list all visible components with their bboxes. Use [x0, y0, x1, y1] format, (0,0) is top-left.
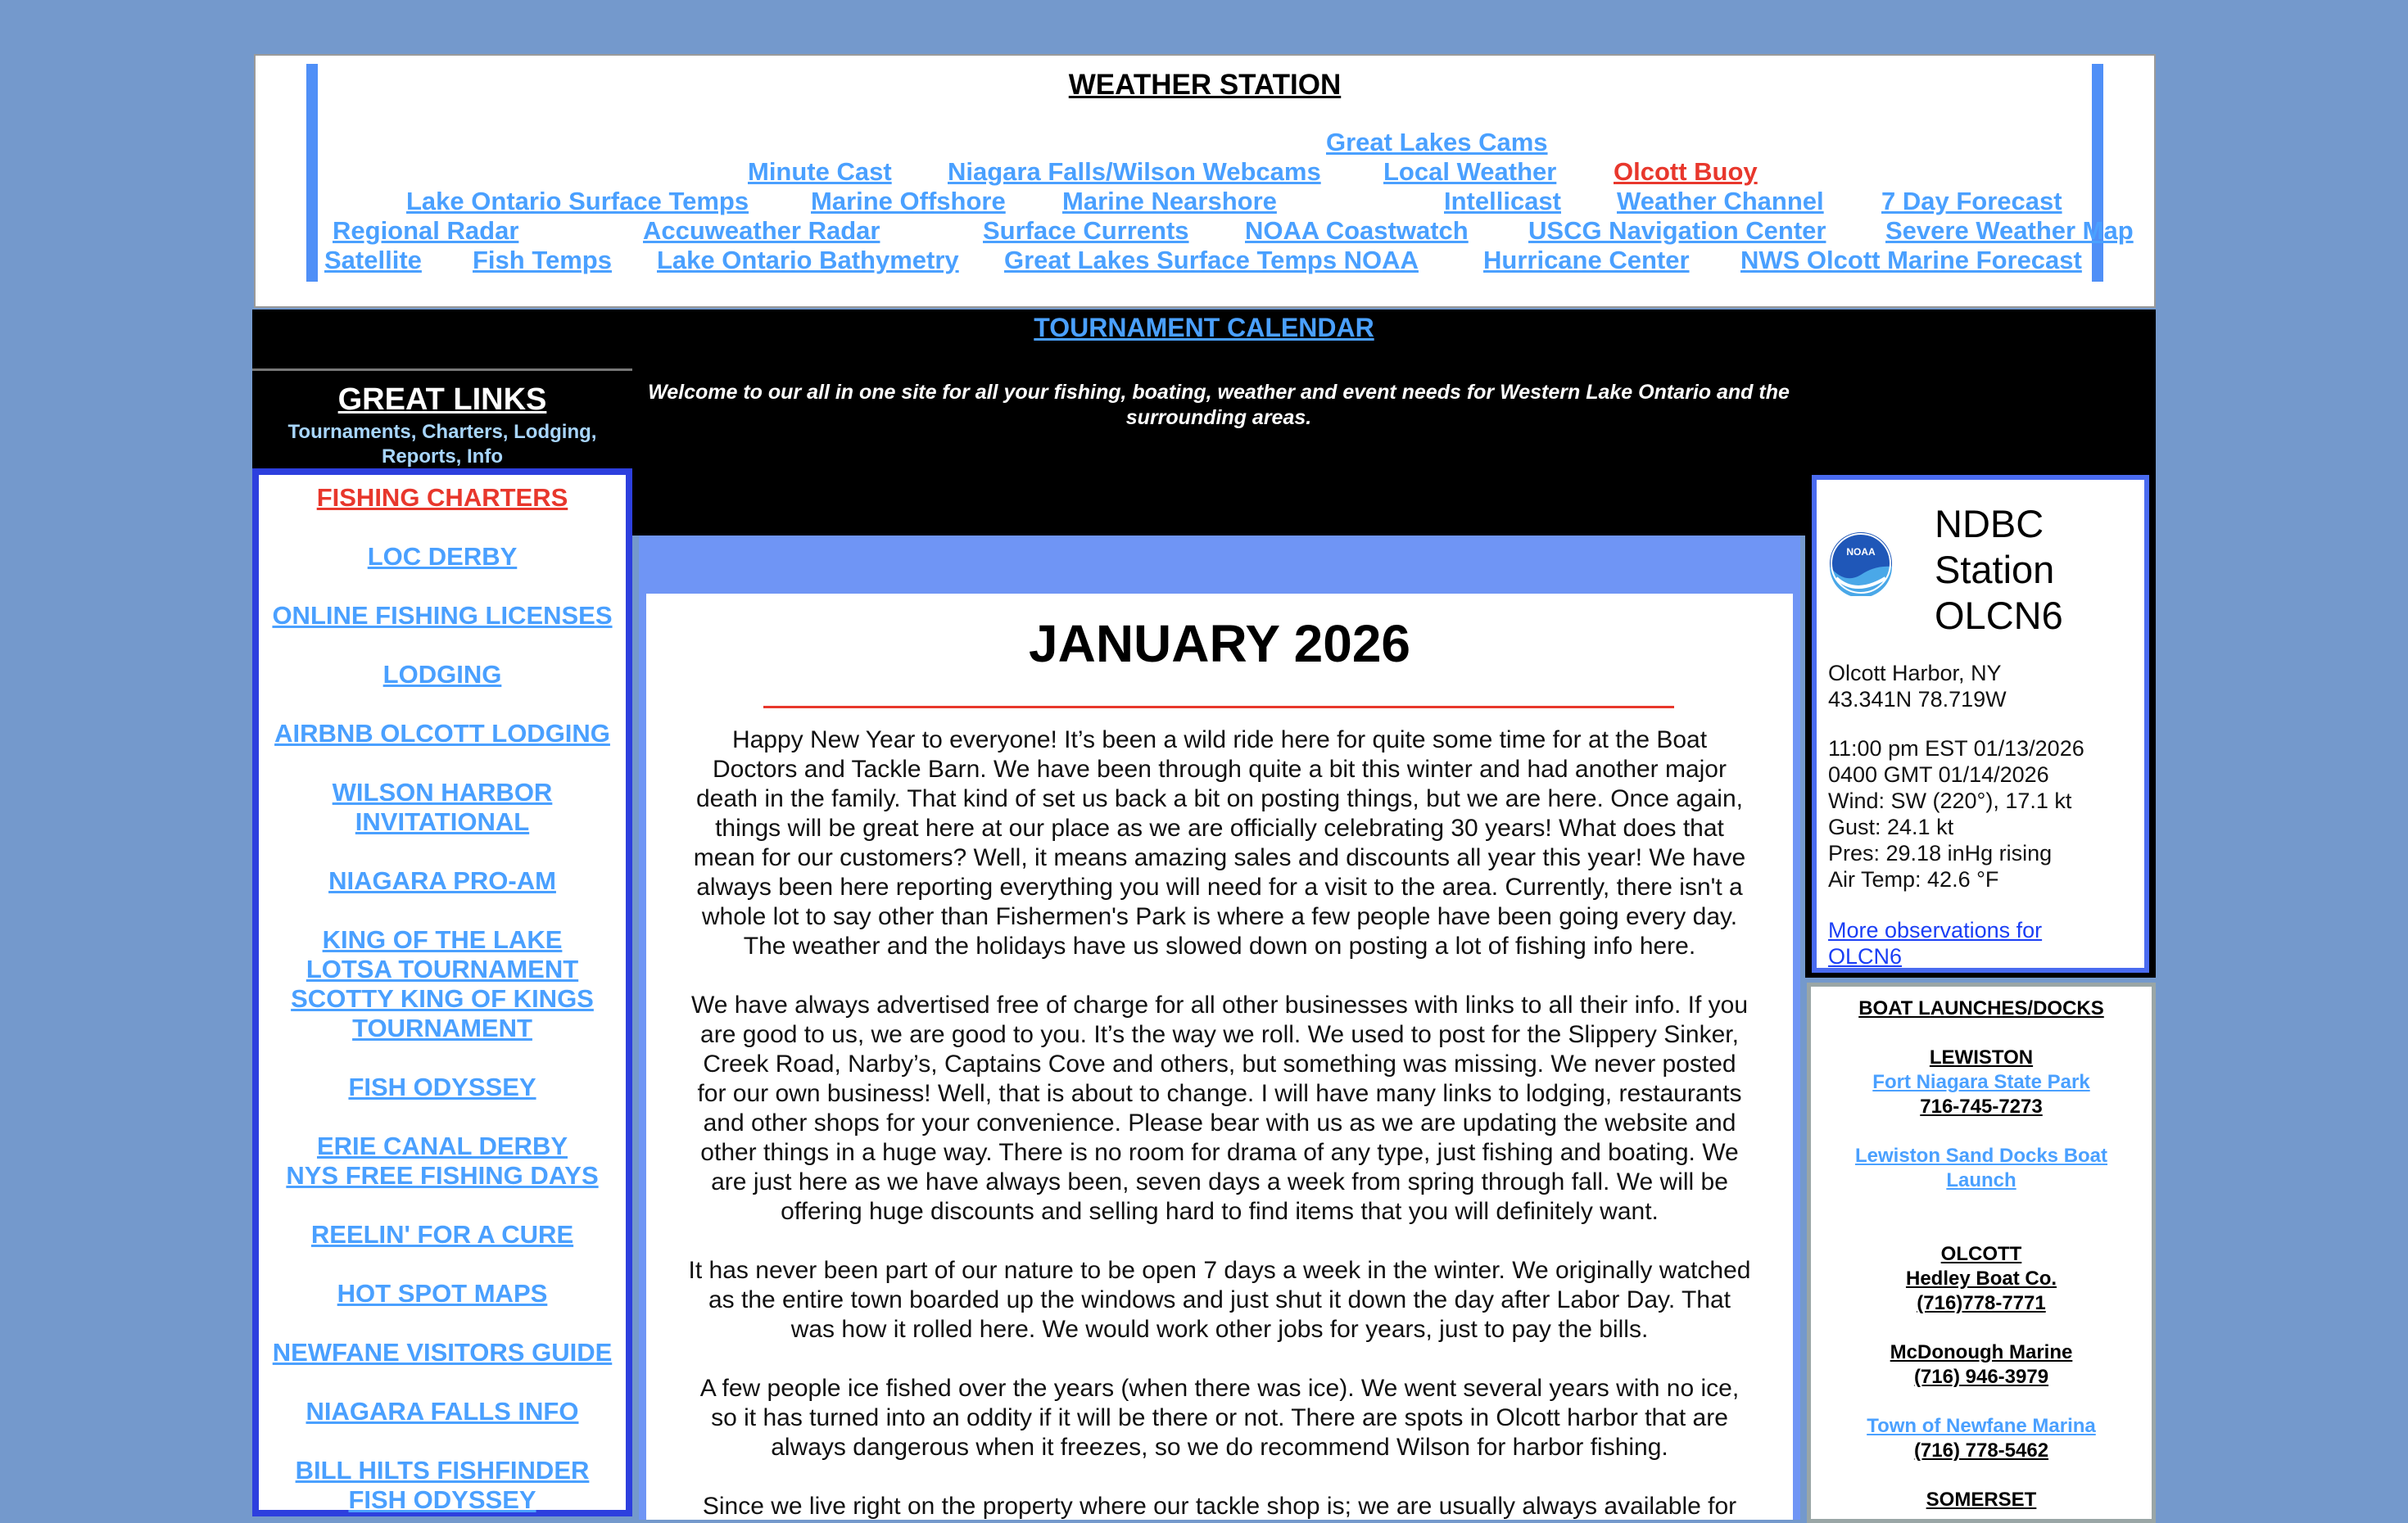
olcott-heading: OLCOTT: [1940, 1243, 2022, 1265]
niagara-falls-info-link[interactable]: NIAGARA FALLS INFO: [306, 1397, 579, 1426]
obs-time-gmt: 0400 GMT 01/14/2026: [1828, 762, 2049, 787]
mcdonough-phone: (716) 946-3979: [1913, 1366, 2049, 1388]
text-line: death in the family. That kind of set us back a bit on posting things, but we are here. Once again,: [696, 785, 1743, 812]
ndbc-title-line: NDBC: [1935, 502, 2044, 545]
main-header-strip: [639, 536, 1800, 586]
niagara-wilson-webcams-link[interactable]: Niagara Falls/Wilson Webcams: [948, 157, 1321, 186]
text-line: It has never been part of our nature to be open 7 days a week in the winter. We originally watched: [688, 1257, 1751, 1284]
great-links-subtitle-line-2: Reports, Info: [382, 445, 503, 468]
text-line: A few people ice fished over the years (when there was ice). We went several years with no ice,: [699, 1375, 1740, 1402]
list-item-line: TOURNAMENT: [352, 1014, 532, 1042]
lake-ontario-surface-temps-link[interactable]: Lake Ontario Surface Temps: [406, 187, 749, 215]
text-line: Since we live right on the property where our tackle shop is; we are usually always available for: [702, 1493, 1737, 1520]
hurricane-center-link[interactable]: Hurricane Center: [1483, 246, 1690, 274]
weather-station-title: WEATHER STATION: [1068, 69, 1342, 101]
newfane-marina-phone: (716) 778-5462: [1913, 1439, 2049, 1462]
weather-links-row-3: [321, 187, 2089, 216]
ndbc-title-line: Station: [1935, 548, 2055, 591]
station-coords: 43.341N 78.719W: [1828, 687, 2007, 712]
list-item-line: WILSON HARBOR: [332, 778, 553, 807]
link-line: More observations for: [1828, 918, 2043, 942]
great-links-subtitle: [260, 420, 624, 469]
text-line: things will be great here at our place as we are officially celebrating 30 years! What does that: [715, 815, 1724, 842]
weather-links-row-5: [321, 246, 2089, 275]
text-line: other things in a huge way. There is no room for drama of any type, just fishing and boating. We: [700, 1139, 1739, 1166]
surface-currents-link[interactable]: Surface Currents: [983, 216, 1189, 245]
weather-channel-link[interactable]: Weather Channel: [1617, 187, 1824, 215]
weather-links-row-4: [321, 216, 2134, 246]
weather-links-row-1: [321, 128, 2089, 157]
list-item-line: NYS FREE FISHING DAYS: [286, 1161, 599, 1190]
list-item-line: SCOTTY KING OF KINGS: [291, 984, 594, 1013]
great-links-header: [252, 368, 632, 471]
uscg-navigation-center-link[interactable]: USCG Navigation Center: [1528, 216, 1826, 245]
noaa-coastwatch-link[interactable]: NOAA Coastwatch: [1245, 216, 1469, 245]
nws-olcott-marine-forecast-link[interactable]: NWS Olcott Marine Forecast: [1740, 246, 2082, 274]
boat-launches-title: BOAT LAUNCHES/DOCKS: [1858, 997, 2104, 1019]
weather-links-row-2: [321, 157, 2089, 187]
hedley-boat-co: Hedley Boat Co.: [1905, 1268, 2057, 1290]
text-line: The weather and the holidays have us slowed down on posting a lot of fishing info here.: [743, 933, 1696, 960]
text-line: Happy New Year to everyone! It’s been a wild ride here for quite some time for at the Boat: [731, 726, 1708, 753]
text-line: so it has turned into an oddity if it will be there or not. There are spots in Olcott harbor that are: [711, 1404, 1728, 1431]
newfane-visitors-guide-link[interactable]: NEWFANE VISITORS GUIDE: [272, 1338, 613, 1367]
fort-niagara-phone: 716-745-7273: [1920, 1096, 2043, 1118]
text-line: for our own business! Well, that is about to change. I will have many links to lodging, restaurants: [697, 1080, 1742, 1107]
station-location: Olcott Harbor, NY: [1828, 661, 2002, 685]
text-line: are good to us, we are good to you. It’s the way we roll. We used to post for the Slippery Sinker,: [700, 1021, 1739, 1048]
marine-offshore-link[interactable]: Marine Offshore: [811, 187, 1006, 215]
ndbc-title: [1935, 501, 2131, 639]
text-line: offering huge discounts and selling hard to find items that you will definitely want.: [781, 1198, 1659, 1225]
wilson-harbor-invitational-link[interactable]: [259, 778, 626, 837]
paragraph-1: [654, 725, 1785, 961]
lewiston-sand-docks-link[interactable]: [1811, 1144, 2152, 1193]
text-line: Creek Road, Narby’s, Captains Cove and others, but something was missing. We never posted: [703, 1051, 1736, 1078]
welcome-message: Welcome to our all in one site for all your fishing, boating, weather and event needs for Western Lake Ontario and the surrounding areas.: [648, 381, 1790, 429]
pressure-reading: Pres: 29.18 inHg rising: [1828, 841, 2053, 865]
link-line: Launch: [1946, 1169, 2016, 1191]
list-item-line: KING OF THE LAKE: [322, 925, 563, 954]
title-divider: [763, 706, 1674, 708]
bill-hilts-fishfinder-link[interactable]: [259, 1456, 626, 1515]
lewiston-heading: LEWISTON: [1929, 1046, 2034, 1069]
fish-odyssey-link[interactable]: FISH ODYSSEY: [348, 1073, 536, 1101]
text-line: are just here as we have always been, seven days a week from spring through fall. We will be: [711, 1168, 1728, 1195]
king-of-the-lake-link[interactable]: [259, 925, 626, 1043]
text-line: Doctors and Tackle Barn. We have been through quite a bit this winter and had another major: [713, 756, 1727, 783]
text-line: was how it rolled here. We would work other jobs for years, just to pay the bills.: [790, 1316, 1649, 1343]
text-line: whole lot to say other than Fishermen's Park is where a few people have been going every day.: [701, 903, 1738, 930]
wind-reading: Wind: SW (220°), 17.1 kt: [1828, 789, 2072, 813]
hot-spot-maps-link[interactable]: HOT SPOT MAPS: [337, 1279, 548, 1308]
text-line: and other shops for your convenience. Please bear with us as we are updating the website and: [703, 1109, 1736, 1137]
link-line: Lewiston Sand Docks Boat: [1854, 1145, 2108, 1167]
tournament-calendar-link[interactable]: TOURNAMENT CALENDAR: [1034, 313, 1374, 342]
list-item-line: INVITATIONAL: [355, 807, 530, 836]
weather-station-panel: [254, 54, 2156, 308]
reelin-for-a-cure-link[interactable]: REELIN' FOR A CURE: [310, 1220, 574, 1249]
airbnb-olcott-lodging-link[interactable]: AIRBNB OLCOTT LODGING: [274, 719, 610, 748]
great-links-title: GREAT LINKS: [337, 382, 547, 417]
more-observations-link[interactable]: [1828, 917, 2107, 969]
hedley-phone: (716)778-7771: [1917, 1292, 2046, 1314]
somerset-heading: SOMERSET: [1926, 1489, 2037, 1511]
gust-reading: Gust: 24.1 kt: [1828, 815, 1954, 839]
paragraph-3: [654, 1256, 1785, 1344]
mcdonough-marine: McDonough Marine: [1890, 1341, 2073, 1363]
marine-nearshore-link[interactable]: Marine Nearshore: [1062, 187, 1277, 215]
great-lakes-cams-link[interactable]: Great Lakes Cams: [1326, 128, 1548, 156]
great-lakes-surface-temps-noaa-link[interactable]: Great Lakes Surface Temps NOAA: [1004, 246, 1419, 274]
noaa-logo-icon: [1828, 531, 1894, 596]
lodging-link[interactable]: LODGING: [382, 660, 502, 689]
list-item-line: LOTSA TOURNAMENT: [306, 955, 579, 983]
online-fishing-licenses-link[interactable]: ONLINE FISHING LICENSES: [272, 601, 613, 630]
ndbc-station-id: OLCN6: [1935, 594, 2063, 637]
intellicast-link[interactable]: Intellicast: [1444, 187, 1561, 215]
list-item-line: ERIE CANAL DERBY: [316, 1132, 568, 1160]
paragraph-4: [654, 1374, 1785, 1462]
niagara-pro-am-link[interactable]: NIAGARA PRO-AM: [328, 866, 556, 895]
erie-canal-derby-link[interactable]: [259, 1132, 626, 1191]
text-line: mean for our customers? Well, it means amazing sales and discounts all year this year! We have: [693, 844, 1746, 871]
lake-ontario-bathymetry-link[interactable]: Lake Ontario Bathymetry: [657, 246, 959, 274]
paragraph-5: [654, 1492, 1785, 1521]
text-line: always been here reporting everything you will need for a visit to the area. Currently, there isn't a: [696, 874, 1743, 901]
olcott-buoy-link[interactable]: Olcott Buoy: [1614, 157, 1758, 186]
minute-cast-link[interactable]: Minute Cast: [748, 157, 892, 186]
text-line: We have always advertised free of charge for all other businesses with links to all their info. If you: [690, 992, 1749, 1019]
air-temp-reading: Air Temp: 42.6 °F: [1828, 867, 1999, 892]
great-links-sidebar: [252, 468, 632, 1516]
satellite-link[interactable]: Satellite: [324, 246, 422, 274]
noaa-logo-text: NOAA: [1846, 546, 1876, 558]
fort-niagara-link[interactable]: Fort Niagara State Park: [1872, 1071, 2090, 1093]
fish-temps-link[interactable]: Fish Temps: [473, 246, 612, 274]
fishing-charters-link[interactable]: FISHING CHARTERS: [316, 483, 568, 512]
newfane-marina-link[interactable]: Town of Newfane Marina: [1867, 1415, 2096, 1437]
ndbc-station-widget: [1812, 475, 2149, 973]
loc-derby-link[interactable]: LOC DERBY: [367, 542, 518, 571]
link-line: OLCN6: [1828, 944, 1903, 969]
great-links-subtitle-line-1: Tournaments, Charters, Lodging,: [287, 421, 597, 443]
local-weather-link[interactable]: Local Weather: [1383, 157, 1557, 186]
obs-time-est: 11:00 pm EST 01/13/2026: [1828, 736, 2084, 761]
list-item-line: FISH ODYSSEY: [348, 1485, 536, 1514]
text-line: as the entire town boarded up the windows and just shut it down the day after Labor Day. That: [708, 1286, 1731, 1313]
regional-radar-link[interactable]: Regional Radar: [333, 216, 519, 245]
paragraph-2: [654, 991, 1785, 1227]
severe-weather-map-link[interactable]: Severe Weather Map: [1885, 216, 2134, 245]
list-item-line: BILL HILTS FISHFINDER: [295, 1456, 590, 1485]
accuweather-radar-link[interactable]: Accuweather Radar: [643, 216, 880, 245]
main-content: [639, 586, 1800, 1520]
text-line: always dangerous when it freezes, so we do recommend Wilson for harbor fishing.: [771, 1434, 1668, 1461]
seven-day-forecast-link[interactable]: 7 Day Forecast: [1881, 187, 2062, 215]
page-title: JANUARY 2026: [1029, 614, 1410, 673]
boat-launches-panel: [1807, 983, 2156, 1523]
